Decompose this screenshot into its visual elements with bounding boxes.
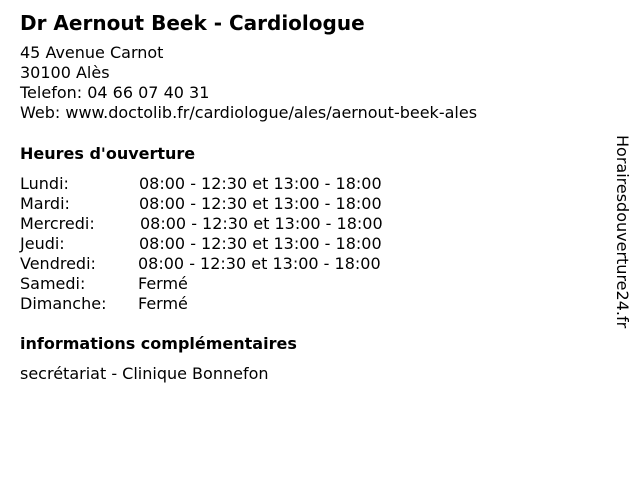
hours-row-saturday (20, 274, 440, 294)
hours-value: Fermé (138, 294, 188, 313)
day-label: Samedi: (20, 274, 86, 293)
day-label: Mardi: (20, 194, 70, 213)
opening-hours-heading: Heures d'ouverture (20, 144, 196, 163)
hours-value: 08:00 - 12:30 et 13:00 - 18:00 (139, 194, 382, 213)
hours-row-thursday (20, 234, 440, 254)
additional-info-text: secrétariat - Clinique Bonnefon (20, 364, 269, 383)
hours-value: Fermé (138, 274, 188, 293)
hours-value: 08:00 - 12:30 et 13:00 - 18:00 (139, 174, 382, 193)
hours-value: 08:00 - 12:30 et 13:00 - 18:00 (140, 214, 383, 233)
hours-value: 08:00 - 12:30 et 13:00 - 18:00 (139, 234, 382, 253)
address-street: 45 Avenue Carnot (20, 43, 164, 62)
hours-row-sunday (20, 294, 440, 314)
day-label: Mercredi: (20, 214, 95, 233)
hours-row-tuesday (20, 194, 440, 214)
additional-info-heading: informations complémentaires (20, 334, 297, 353)
site-brand-text: Horairesdouverture24.fr (613, 135, 632, 329)
opening-hours-list (20, 174, 440, 314)
hours-value: 08:00 - 12:30 et 13:00 - 18:00 (138, 254, 381, 273)
address-block (20, 43, 477, 123)
day-label: Jeudi: (20, 234, 65, 253)
day-label: Dimanche: (20, 294, 107, 313)
hours-row-friday (20, 254, 440, 274)
address-city: 30100 Alès (20, 63, 110, 82)
day-label: Lundi: (20, 174, 69, 193)
day-label: Vendredi: (20, 254, 96, 273)
hours-row-wednesday (20, 214, 440, 234)
hours-row-monday (20, 174, 440, 194)
page-title: Dr Aernout Beek - Cardiologue (20, 11, 365, 35)
website-text: Web: www.doctolib.fr/cardiologue/ales/aernout-beek-ales (20, 103, 478, 122)
phone-text: Telefon: 04 66 07 40 31 (20, 83, 210, 102)
